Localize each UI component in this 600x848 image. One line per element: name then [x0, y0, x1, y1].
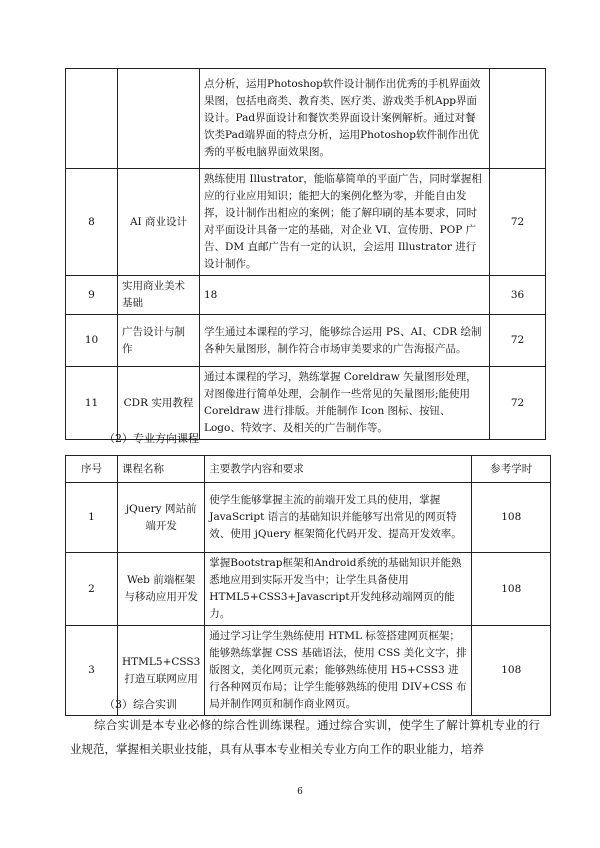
row-number: 8 — [66, 169, 118, 276]
course-content: 使学生能够掌握主流的前端开发工具的使用，掌握 JavaScript 语言的基础知识并能够写出常见的网页特效、使用 jQuery 框架简化代码开发、提高开发效率。 — [205, 483, 472, 553]
course-content: 学生通过本课程的学习，能够综合运用 PS、AI、CDR 绘制各种矢量图形，制作符合市场审美要求的广告海报产品。 — [200, 315, 490, 367]
course-hours: 72 — [490, 169, 546, 276]
course-name: Web 前端框架与移动应用开发 — [118, 553, 205, 626]
table-row — [66, 169, 546, 276]
course-content: 通过学习让学生熟练使用 HTML 标签搭建网页框架；能够熟练掌握 CSS 基础语法，使用 CSS 美化文字，排版图文，美化网页元素；能够熟练使用 H5+CSS3 进行各种网页布局；让学生能够熟练的使用 DIV+CSS 布局并制作网页和制作商业网页。 — [205, 626, 472, 716]
table-row — [66, 69, 546, 169]
course-name: jQuery 网站前端开发 — [118, 483, 205, 553]
row-number — [66, 69, 118, 169]
header-number: 序号 — [66, 456, 118, 483]
table-row — [66, 553, 551, 626]
row-number: 11 — [66, 367, 118, 440]
header-name: 课程名称 — [118, 456, 205, 483]
course-content: 掌握Bootstrap框架和Android系统的基础知识并能熟悉地应用到实际开发当中；让学生具备使用HTML5+CSS3+Javascript开发纯移动端网页的能力。 — [205, 553, 472, 626]
course-content: 熟练使用 Illustrator，能临摹简单的平面广告，同时掌握相应的行业应用知识；能把大的案例化整为零，并能自由发挥，设计制作出相应的案例；能了解印刷的基本要求，同时对平面设计具备一定的基础，对企业 VI、宣传册、POP 广告、DM 直邮广告有一定的认识，会运用 Illustrator 进行设计制作。 — [200, 169, 490, 276]
course-name: 广告设计与制作 — [118, 315, 200, 367]
table-row — [66, 367, 546, 440]
section-heading: （3）综合实训 — [104, 698, 177, 711]
row-number: 9 — [66, 276, 118, 315]
course-name: 实用商业美术基础 — [118, 276, 200, 315]
course-hours — [490, 69, 546, 169]
course-table-continued — [65, 68, 546, 440]
course-hours: 108 — [472, 483, 551, 553]
major-course-table — [65, 455, 551, 716]
section-heading: （2）专业方向课程 — [104, 432, 199, 445]
course-name — [118, 69, 200, 169]
course-hours: 72 — [490, 367, 546, 440]
table-row — [66, 483, 551, 553]
course-content: 通过本课程的学习，熟练掌握 Coreldraw 矢量图形处理，对图像进行简单处理，会制作一些常见的矢量图形;能使用 Coreldraw 进行排版。并能制作 Icon 图标、按钮、Logo、特效字、及相关的广告制作等。 — [200, 367, 490, 440]
row-number: 10 — [66, 315, 118, 367]
row-number: 2 — [66, 553, 118, 626]
table-row — [66, 276, 546, 315]
course-name: HTML5+CSS3 打造互联网应用 — [118, 626, 205, 716]
page-number: 6 — [297, 787, 303, 797]
course-name: CDR 实用教程 — [118, 367, 200, 440]
table-header-row — [66, 456, 551, 483]
course-content: 18 — [200, 276, 490, 315]
course-content: 点分析，运用Photoshop软件设计制作出优秀的手机界面效果图，包括电商类、教育类、医疗类、游戏类手机App界面设计。Pad界面设计和餐饮类界面设计案例解析。通过对餐饮类Pad端界面的特点分析，运用Photoshop软件制作出优秀的平板电脑界面效果图。 — [200, 69, 490, 169]
course-hours: 108 — [472, 553, 551, 626]
header-hours: 参考学时 — [472, 456, 551, 483]
header-content: 主要教学内容和要求 — [205, 456, 472, 483]
row-number: 3 — [66, 626, 118, 716]
row-number: 1 — [66, 483, 118, 553]
table-row — [66, 315, 546, 367]
course-hours: 36 — [490, 276, 546, 315]
body-paragraph: 综合实训是本专业必修的综合性训练课程。通过综合实训，使学生了解计算机专业的行业规范，掌握相关职业技能，具有从事本专业相关专业方向工作的职业能力，培养 — [70, 718, 540, 756]
course-hours: 72 — [490, 315, 546, 367]
course-name: AI 商业设计 — [118, 169, 200, 276]
course-hours: 108 — [472, 626, 551, 716]
